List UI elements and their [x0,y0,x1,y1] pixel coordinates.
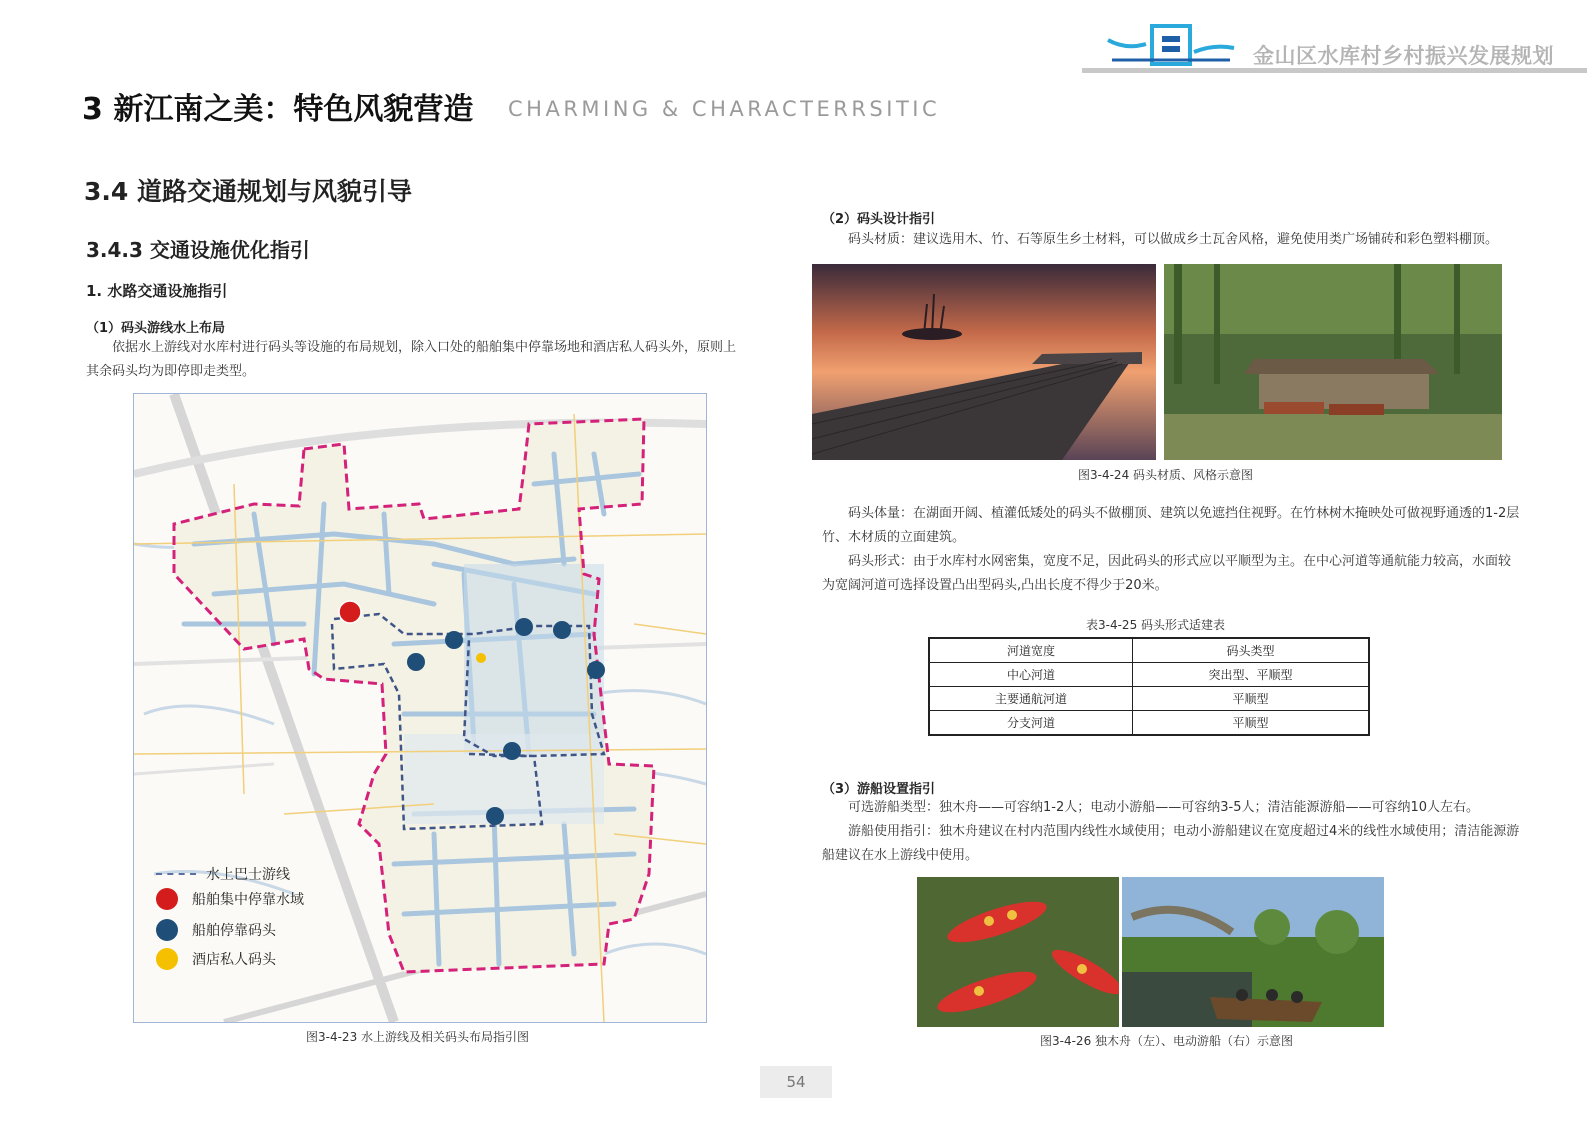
dashed-line-icon [156,873,196,875]
sub2-volume: 码头体量：在湖面开阔、植灌低矮处的码头不做棚顶、建筑以免遮挡住视野。在竹林树木掩映处可做视野通透的1-2层竹、木材质的立面建筑。 [822,506,1520,545]
table-row [929,687,1369,711]
header-divider [1082,68,1587,73]
hotel-dock-dot [476,653,486,663]
sub2-title: （2）码头设计指引 [822,212,936,227]
chapter-subtitle-en: CHARMING & CHARACTERRSITIC [508,97,941,121]
brand-title: 金山区水库村乡村振兴发展规划 [1253,44,1554,68]
dock-dot [503,742,521,760]
subsection-heading: 3.4.3 交通设施优化指引 [86,238,310,262]
sub1-text: 依据水上游线对水库村进行码头等设施的布局规划，除入口处的船舶集中停靠场地和酒店私人码头外，原则上其余码头均为即停即走类型。 [86,340,737,379]
central-mooring-dot [339,601,361,623]
chapter-title: 3 新江南之美：特色风貌营造 [82,92,474,127]
blue-dot-icon [156,919,178,941]
table-row [929,663,1369,687]
water-route-map [133,393,707,1023]
dock-dot [445,631,463,649]
table-cell: 主要通航河道 [929,687,1132,711]
dock-dot [515,618,533,636]
table-header-cell: 码头类型 [1132,638,1369,663]
photo-caption-2: 图3-4-26 独木舟（左）、电动游船（右）示意图 [1040,1034,1294,1048]
yellow-dot-icon [156,948,178,970]
photo-wooden-pier [812,264,1156,460]
table-cell: 平顺型 [1132,687,1369,711]
dock-dot [553,621,571,639]
table-header-cell: 河道宽度 [929,638,1132,663]
legend-hotel-dock: 酒店私人码头 [156,948,276,970]
dock-type-table [928,637,1370,736]
sub3-types: 可选游船类型：独木舟——可容纳1-2人；电动小游船——可容纳3-5人；清洁能源游船——可容纳10人左右。 [848,800,1480,815]
table-header-row [929,638,1369,663]
page-number: 54 [760,1066,832,1098]
sub2-form: 码头形式：由于水库村水网密集，宽度不足，因此码头的形式应以平顺型为主。在中心河道等通航能力较高，水面较为宽阔河道可选择设置凸出型码头,凸出长度不得少于20米。 [822,554,1512,593]
sub3-title: （3）游船设置指引 [822,782,936,797]
photo-canoes [917,877,1119,1027]
brand-logo [1106,22,1236,68]
sub2-material: 码头材质：建议选用木、竹、石等原生乡土材料，可以做成乡土瓦舍风格，避免使用类广场铺砖和彩色塑料棚顶。 [848,232,1499,247]
dock-dot [407,653,425,671]
legend-dock: 船舶停靠码头 [156,919,276,941]
photo-caption-1: 图3-4-24 码头材质、风格示意图 [1078,468,1254,482]
table-cell: 平顺型 [1132,711,1369,736]
photo-electric-boat [1122,877,1384,1027]
table-row [929,711,1369,736]
section-heading: 3.4 道路交通规划与风貌引导 [84,177,412,206]
dock-dot [486,807,504,825]
map-caption: 图3-4-23 水上游线及相关码头布局指引图 [306,1030,530,1044]
red-dot-icon [156,888,178,910]
sub3-usage: 游船使用指引：独木舟建议在村内范围内线性水域使用；电动小游船建议在宽度超过4米的线性水域使用；清洁能源游船建议在水上游线中使用。 [822,824,1520,863]
table-cell: 突出型、平顺型 [1132,663,1369,687]
table-cell: 中心河道 [929,663,1132,687]
topic-heading: 1. 水路交通设施指引 [86,282,228,300]
legend-route: 水上巴士游线 [156,864,290,884]
photo-bamboo-wharf [1164,264,1502,460]
legend-central-mooring: 船舶集中停靠水域 [156,888,304,910]
table-caption: 表3-4-25 码头形式适建表 [1086,618,1226,632]
sub1-title: （1）码头游线水上布局 [86,321,226,336]
dock-dot [587,661,605,679]
table-cell: 分支河道 [929,711,1132,736]
